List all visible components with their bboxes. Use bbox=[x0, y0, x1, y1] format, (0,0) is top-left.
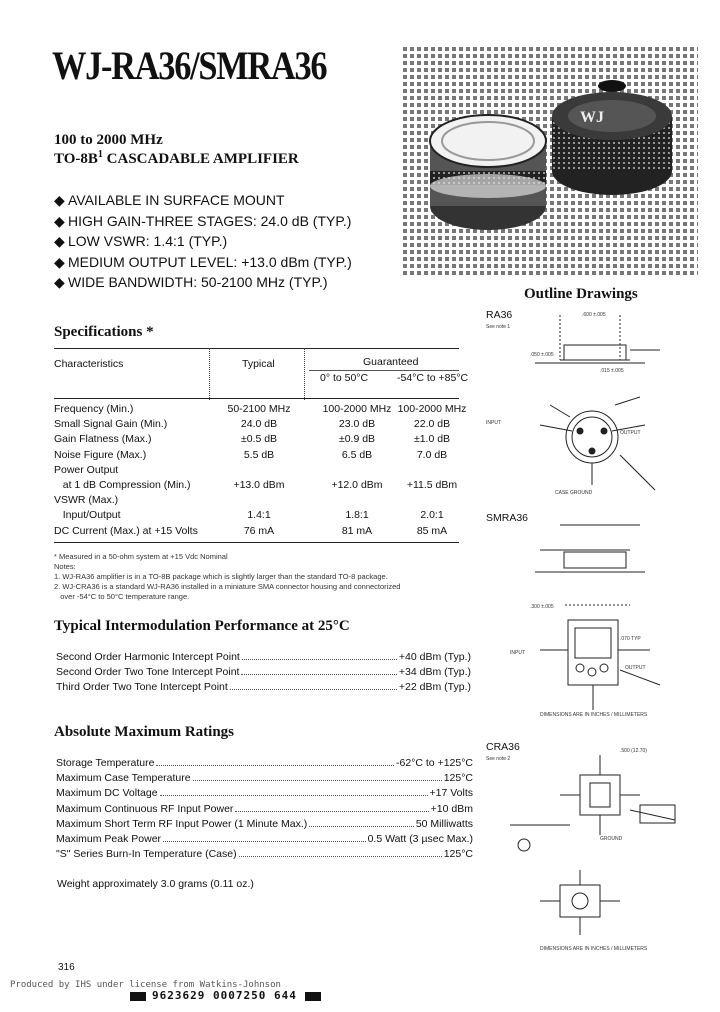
product-type bbox=[54, 149, 299, 168]
spec-value-g2: 7.0 dB bbox=[416, 448, 448, 461]
rating-row bbox=[56, 757, 473, 769]
smra36-input-label: INPUT bbox=[510, 650, 525, 656]
rating-label: Maximum Peak Power bbox=[56, 833, 162, 845]
cra36-dimensions-note: DIMENSIONS ARE IN INCHES / MILLIMETERS bbox=[540, 946, 648, 952]
spec-value-g1: +12.0 dBm bbox=[331, 479, 383, 491]
spec-value-g1: 6.5 dB bbox=[341, 448, 373, 461]
dot-leader bbox=[309, 818, 414, 827]
feature-text: LOW VSWR: 1.4:1 (TYP.) bbox=[68, 233, 228, 249]
smra36-drawing bbox=[520, 510, 690, 735]
cra36-label: CRA36 bbox=[486, 741, 520, 753]
footer-text: Produced by IHS under license from Watkins-Johnson bbox=[10, 980, 281, 990]
cra36-drawing bbox=[500, 745, 690, 955]
rating-label: Storage Temperature bbox=[56, 757, 155, 769]
rating-row bbox=[56, 681, 471, 693]
spec-value-g2: 85 mA bbox=[416, 524, 448, 537]
rating-value: 0.5 Watt (3 µsec Max.) bbox=[367, 833, 473, 845]
rating-row bbox=[56, 803, 473, 815]
ra36-input-label: INPUT bbox=[486, 420, 501, 426]
specifications-heading: Specifications * bbox=[54, 324, 154, 340]
cra36-note: See note 2 bbox=[486, 756, 511, 762]
ra36-output-label: OUTPUT bbox=[620, 430, 641, 436]
rating-label: Third Order Two Tone Intercept Point bbox=[56, 681, 228, 693]
note-line: 1. WJ-RA36 amplifier is in a TO-8B package which is slightly larger than the standard TO-8 package. bbox=[54, 572, 388, 581]
dot-leader bbox=[242, 651, 397, 660]
ra36-drawing bbox=[520, 305, 690, 505]
rating-value: -62°C to +125°C bbox=[396, 757, 473, 769]
diamond-bullet-icon: ◆ bbox=[54, 212, 65, 229]
spec-value-typ: +13.0 dBm bbox=[233, 479, 285, 491]
rating-label: Second Order Two Tone Intercept Point bbox=[56, 666, 240, 678]
feature-item bbox=[54, 190, 352, 211]
spec-value-typ: 24.0 dB bbox=[240, 418, 278, 431]
note-line: * Measured in a 50-ohm system at +15 Vdc Nominal bbox=[54, 552, 228, 561]
feature-text: HIGH GAIN-THREE STAGES: 24.0 dB (TYP.) bbox=[68, 212, 352, 229]
spec-value-typ: 1.4:1 bbox=[247, 509, 271, 522]
rating-value: 50 Milliwatts bbox=[415, 817, 473, 830]
barcode-number bbox=[130, 989, 321, 1002]
rating-label: Maximum Case Temperature bbox=[56, 772, 191, 785]
spec-value-typ: 5.5 dB bbox=[243, 448, 275, 461]
table-rule-mid bbox=[54, 398, 459, 399]
diamond-bullet-icon: ◆ bbox=[54, 192, 65, 208]
spec-value-g1: 23.0 dB bbox=[338, 418, 376, 431]
ra36-case-ground-label: CASE GROUND bbox=[555, 490, 593, 496]
spec-label: VSWR (Max.) bbox=[54, 494, 119, 507]
intermod-heading: Typical Intermodulation Performance at 25°C bbox=[54, 618, 350, 634]
rating-label: "S" Series Burn-In Temperature (Case) bbox=[56, 848, 237, 861]
feature-list bbox=[54, 190, 352, 293]
dot-leader bbox=[239, 848, 442, 857]
feature-item bbox=[54, 272, 352, 293]
page-number: 316 bbox=[58, 962, 75, 973]
feature-text: MEDIUM OUTPUT LEVEL: +13.0 dBm (TYP.) bbox=[68, 253, 352, 270]
outline-heading: Outline Drawings bbox=[524, 286, 638, 302]
dot-leader bbox=[230, 681, 397, 690]
product-type-rest: CASCADABLE AMPLIFIER bbox=[102, 151, 299, 167]
frequency-range: 100 to 2000 MHz bbox=[54, 132, 163, 148]
spec-label: Input/Output bbox=[54, 509, 121, 522]
feature-text: AVAILABLE IN SURFACE MOUNT bbox=[68, 192, 285, 208]
diamond-bullet-icon: ◆ bbox=[54, 274, 65, 290]
barcode-block bbox=[130, 992, 146, 1001]
spec-value-g1: ±0.9 dB bbox=[338, 433, 376, 446]
spec-label: Power Output bbox=[54, 463, 119, 476]
weight-note: Weight approximately 3.0 grams (0.11 oz.) bbox=[57, 878, 254, 890]
note-line: Notes: bbox=[54, 562, 76, 571]
notes bbox=[54, 552, 400, 602]
spec-label: Small Signal Gain (Min.) bbox=[54, 418, 168, 431]
rating-row bbox=[56, 848, 473, 860]
table-divider bbox=[304, 348, 305, 400]
rating-row bbox=[56, 818, 473, 830]
absolute-max-heading: Absolute Maximum Ratings bbox=[54, 724, 235, 740]
spec-value-g1: 100-2000 MHz bbox=[322, 403, 392, 415]
rating-label: Maximum DC Voltage bbox=[56, 787, 158, 800]
rating-value: 125°C bbox=[443, 848, 473, 861]
col-characteristics: Characteristics bbox=[54, 358, 124, 370]
col-range-2: -54°C to +85°C bbox=[397, 372, 469, 384]
diamond-bullet-icon: ◆ bbox=[54, 233, 65, 249]
rating-row bbox=[56, 666, 471, 678]
dot-leader bbox=[193, 772, 442, 781]
rating-value: +40 dBm (Typ.) bbox=[398, 651, 471, 663]
barcode-block bbox=[305, 992, 321, 1001]
dot-leader bbox=[163, 833, 366, 842]
spec-label: DC Current (Max.) at +15 Volts bbox=[54, 524, 198, 537]
rating-label: Maximum Short Term RF Input Power (1 Minute Max.) bbox=[56, 817, 308, 830]
feature-item bbox=[54, 211, 352, 232]
col-typical: Typical bbox=[242, 358, 275, 370]
dot-leader bbox=[160, 787, 428, 796]
rating-label: Second Order Harmonic Intercept Point bbox=[56, 651, 240, 663]
spec-value-g2: ±1.0 dB bbox=[413, 433, 451, 446]
smra36-dimensions-note: DIMENSIONS ARE IN INCHES / MILLIMETERS bbox=[540, 712, 648, 718]
note-line: 2. WJ-CRA36 is a standard WJ-RA36 installed in a miniature SMA connector housing and connectorized bbox=[54, 582, 401, 591]
rating-row bbox=[56, 651, 471, 663]
feature-item bbox=[54, 231, 352, 252]
col-range-1: 0° to 50°C bbox=[320, 372, 369, 384]
spec-label: Frequency (Min.) bbox=[54, 403, 134, 415]
spec-label: Gain Flatness (Max.) bbox=[54, 433, 152, 446]
spec-value-g2: +11.5 dBm bbox=[406, 479, 458, 491]
smra36-output-label: OUTPUT bbox=[625, 665, 646, 671]
spec-value-typ: 76 mA bbox=[243, 524, 275, 537]
rating-row bbox=[56, 772, 473, 784]
ra36-note: See note 1 bbox=[486, 324, 511, 330]
spec-value-g2: 100-2000 MHz bbox=[397, 403, 467, 415]
table-divider bbox=[209, 348, 210, 400]
table-rule-top bbox=[54, 348, 459, 349]
rating-value: +22 dBm (Typ.) bbox=[398, 681, 471, 693]
diamond-bullet-icon: ◆ bbox=[54, 253, 65, 270]
table-rule-bottom bbox=[54, 542, 459, 543]
ra36-label: RA36 bbox=[486, 309, 513, 321]
cra36-ground-label: GROUND bbox=[600, 836, 623, 842]
spec-value-typ: 50-2100 MHz bbox=[227, 403, 291, 415]
spec-value-g2: 22.0 dB bbox=[413, 418, 451, 431]
feature-item bbox=[54, 252, 352, 273]
spec-value-typ: ±0.5 dB bbox=[240, 433, 278, 446]
spec-value-g2: 2.0:1 bbox=[420, 509, 444, 522]
col-guaranteed: Guaranteed bbox=[363, 356, 419, 368]
rating-label: Maximum Continuous RF Input Power bbox=[56, 802, 234, 815]
rating-value: 125°C bbox=[443, 772, 473, 785]
spec-label: Noise Figure (Max.) bbox=[54, 448, 147, 461]
dot-leader bbox=[241, 666, 396, 675]
rating-row bbox=[56, 787, 473, 799]
page-title: WJ-RA36/SMRA36 bbox=[52, 43, 327, 88]
spec-label: at 1 dB Compression (Min.) bbox=[54, 479, 191, 491]
product-type-package: TO-8B bbox=[54, 151, 98, 167]
dot-leader bbox=[235, 803, 428, 812]
rating-row bbox=[56, 833, 473, 845]
spec-value-g1: 81 mA bbox=[341, 524, 373, 537]
rating-value: +17 Volts bbox=[429, 787, 473, 800]
rating-value: +10 dBm bbox=[430, 802, 473, 815]
product-type-note-ref: 1 bbox=[97, 149, 103, 160]
feature-text: WIDE BANDWIDTH: 50-2100 MHz (TYP.) bbox=[68, 274, 328, 290]
barcode-text: 9623629 0007250 644 bbox=[152, 989, 297, 1002]
spec-value-g1: 1.8:1 bbox=[345, 509, 369, 522]
svg-text:WJ: WJ bbox=[580, 109, 604, 126]
guaranteed-rule bbox=[309, 370, 459, 371]
note-line: over -54°C to 50°C temperature range. bbox=[54, 592, 190, 601]
dot-leader bbox=[156, 757, 394, 766]
rating-value: +34 dBm (Typ.) bbox=[398, 666, 471, 678]
smra36-label: SMRA36 bbox=[486, 512, 529, 524]
product-photo bbox=[402, 46, 698, 276]
